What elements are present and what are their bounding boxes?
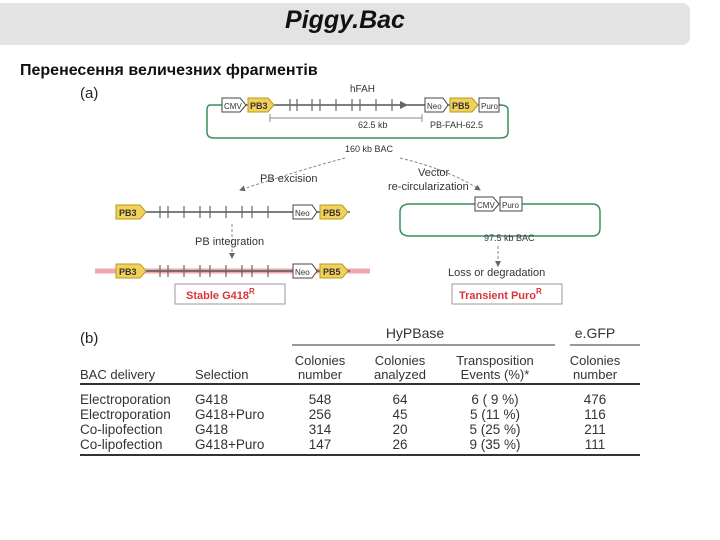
cell-analyzed: 26 [392,437,408,452]
col-colonies-analyzed-1: Colonies [374,353,426,368]
table-row [80,422,640,437]
bac-160-label: 160 kb BAC [345,144,394,154]
pb-integration-label: PB integration [195,236,265,248]
col-transposition-2: Events (%)* [460,367,530,382]
cell-delivery: Electroporation [80,407,171,422]
hfah-label: hFAH [350,84,376,95]
panel-b-label: (b) [80,330,99,347]
transient-puro-label: Transient Puro$^R$ [459,287,542,302]
pb5-left-label: PB5 [323,208,341,218]
cell-colonies: 147 [308,437,332,452]
excised-transposon [116,205,350,219]
loss-label: Loss or degradation [448,267,546,279]
cell-analyzed: 45 [392,407,408,422]
cell-selection: G418+Puro [195,437,265,452]
table-row [80,407,640,422]
cell-colonies: 256 [308,407,332,422]
pb5-label: PB5 [452,101,470,111]
col-egfp-colonies-2: number [572,367,618,382]
cell-events: 5 (11 %) [469,407,521,422]
col-selection: Selection [195,367,249,382]
results-table [80,322,640,452]
cell-analyzed: 20 [392,422,408,437]
table-row [80,392,640,407]
pb3-label: PB3 [250,101,268,111]
cell-events: 5 (25 %) [469,422,521,437]
pb3-int-label: PB3 [119,267,137,277]
col-transposition-1: Transposition [456,353,534,368]
integrated-transposon [95,264,370,278]
kb-62-label: 62.5 kb [358,120,388,130]
pb-excision-label: PB excision [260,173,318,185]
hypbase-group-header: HyPBase [385,325,445,341]
neo-left-label: Neo [295,209,310,218]
bac-97-label: 97.5 kb BAC [484,233,535,243]
slide-subtitle: Перенесення величезних фрагментів [20,62,318,79]
bac-construct-top [207,84,508,154]
construct-name: PB-FAH-62.5 [430,120,484,130]
cell-selection: G418 [195,392,229,407]
panel-a-label: (a) [80,85,99,102]
cmv-right-label: CMV [477,201,495,210]
pb3-left-label: PB3 [119,208,137,218]
cell-analyzed: 64 [392,392,408,407]
recircularized-bac [400,197,600,243]
puro-label: Puro [481,102,498,111]
cell-delivery: Co-lipofection [80,437,163,452]
cell-events: 6 ( 9 %) [471,392,519,407]
vector-label-2: re-circularization [388,181,469,193]
cell-colonies: 548 [308,392,332,407]
cell-delivery: Co-lipofection [80,422,163,437]
vector-label-1: Vector [418,167,450,179]
stable-g418-label: Stable $G418^R$ [186,287,255,302]
cell-delivery: Electroporation [80,392,171,407]
table-row [80,437,640,452]
cell-events: 9 (35 %) [469,437,521,452]
egfp-group-header: e.GFP [574,325,616,341]
cell-egfp: 116 [584,407,606,422]
col-colonies-number-2: number [297,367,343,382]
neo-int-label: Neo [295,268,310,277]
cmv-label: CMV [224,102,242,111]
cell-egfp: 111 [584,437,606,452]
neo-label: Neo [427,102,442,111]
col-egfp-colonies-1: Colonies [569,353,621,368]
slide-title: Piggy.Bac [285,6,405,34]
col-bac-delivery: BAC delivery [80,367,156,382]
cell-egfp: 476 [583,392,607,407]
cell-egfp: 211 [584,422,606,437]
puro-right-label: Puro [502,201,519,210]
cell-selection: G418+Puro [195,407,265,422]
col-colonies-number-1: Colonies [294,353,346,368]
pb5-int-label: PB5 [323,267,341,277]
col-colonies-analyzed-2: analyzed [373,367,427,382]
cell-colonies: 314 [308,422,332,437]
cell-selection: G418 [195,422,229,437]
